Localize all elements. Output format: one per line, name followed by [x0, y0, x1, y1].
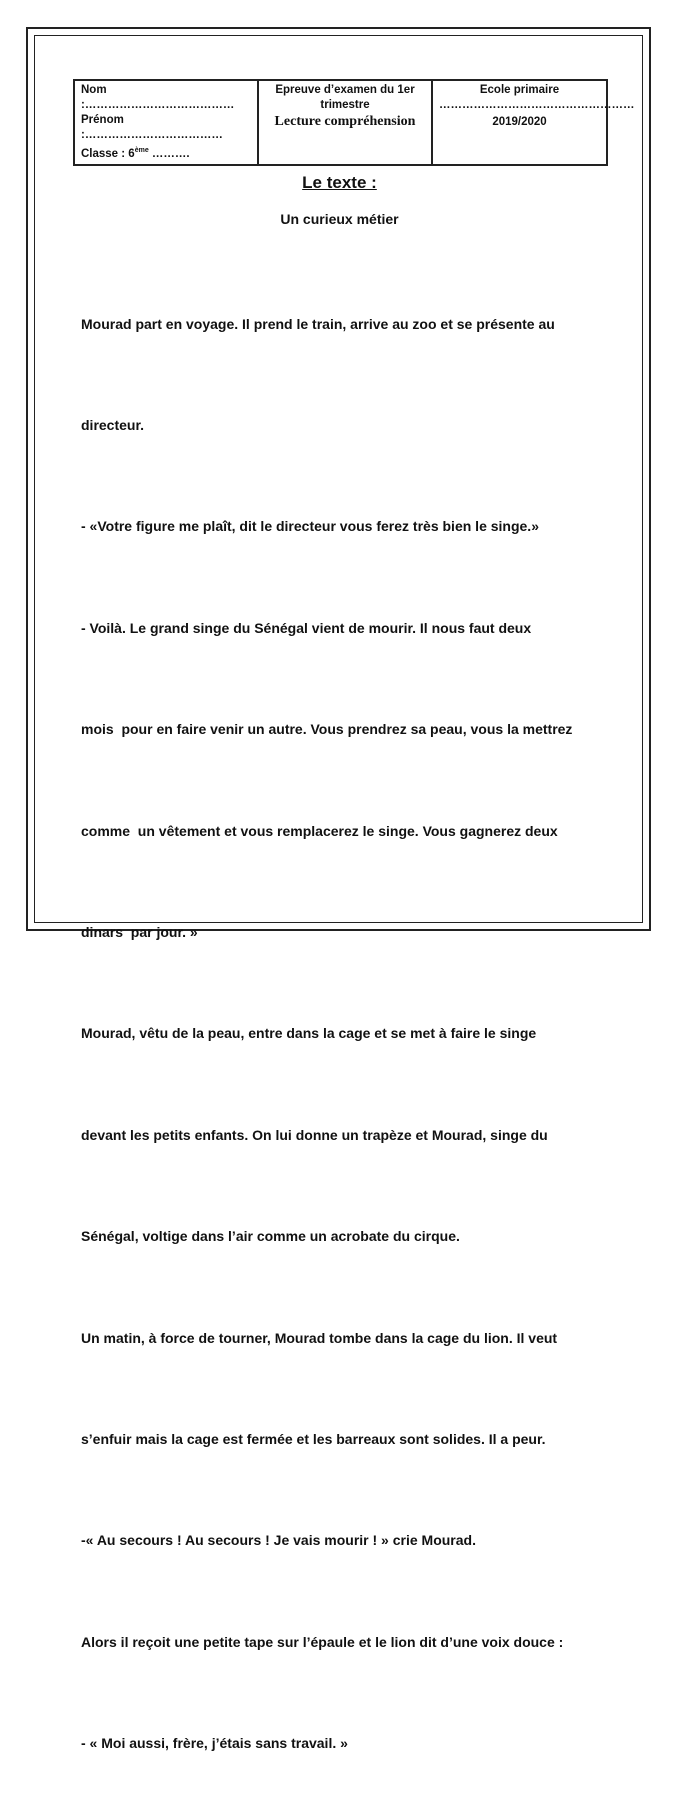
text-line: Mourad, vêtu de la peau, entre dans la cage et se met à faire le singe: [81, 1025, 537, 1042]
exam-line-1: Epreuve d’examen du 1er: [275, 84, 415, 96]
text-line: mois pour en faire venir un autre. Vous prendrez sa peau, vous la mettrez: [81, 721, 573, 738]
exam-header-table: [73, 79, 635, 166]
school-name: Ecole primaire: [479, 84, 560, 96]
school-info-cell: [432, 80, 635, 165]
classe-sup: ème: [134, 147, 149, 154]
school-blank-line: ……………………………………………: [439, 99, 635, 111]
exam-subject: Lecture compréhension: [274, 114, 416, 129]
text-line: directeur.: [81, 416, 145, 433]
text-line: Sénégal, voltige dans l’air comme un acrobate du cirque.: [81, 1228, 460, 1245]
text-line: - «Votre figure me plaît, dit le directeur vous ferez très bien le singe.»: [81, 518, 539, 535]
page-title: Le texte :: [302, 173, 377, 192]
student-info-cell: [74, 80, 258, 165]
text-line: dinars par jour. »: [81, 923, 198, 940]
school-year: 2019/2020: [492, 116, 547, 128]
text-line: devant les petits enfants. On lui donne un trapèze et Mourad, singe du: [81, 1126, 548, 1143]
text-line: -« Au secours ! Au secours ! Je vais mourir ! » crie Mourad.: [81, 1532, 476, 1549]
classe-suffix: ……….: [148, 147, 190, 160]
exam-info-cell: [258, 80, 432, 165]
text-line: Mourad part en voyage. Il prend le train, arrive au zoo et se présente au: [81, 315, 555, 332]
prenom-field: Prénom :………………………………: [81, 114, 223, 141]
text-line: comme un vêtement et vous remplacerez le singe. Vous gagnerez deux: [81, 822, 558, 839]
exam-line-2: trimestre: [320, 99, 370, 111]
nom-field: Nom :…………………………………: [81, 84, 235, 111]
classe-prefix: Classe : 6: [81, 147, 135, 160]
text-line: - « Moi aussi, frère, j’étais sans travail. »: [81, 1735, 348, 1752]
text-line: - Voilà. Le grand singe du Sénégal vient de mourir. Il nous faut deux: [81, 619, 532, 636]
text-line: Alors il reçoit une petite tape sur l’épaule et le lion dit d’une voix douce :: [81, 1633, 564, 1650]
text-line: Un matin, à force de tourner, Mourad tombe dans la cage du lion. Il veut: [81, 1329, 558, 1346]
classe-field: [81, 143, 251, 162]
text-line: s’enfuir mais la cage est fermée et les barreaux sont solides. Il a peur.: [81, 1430, 546, 1447]
reading-text: [81, 240, 581, 1795]
text-subtitle: Un curieux métier: [280, 211, 399, 227]
